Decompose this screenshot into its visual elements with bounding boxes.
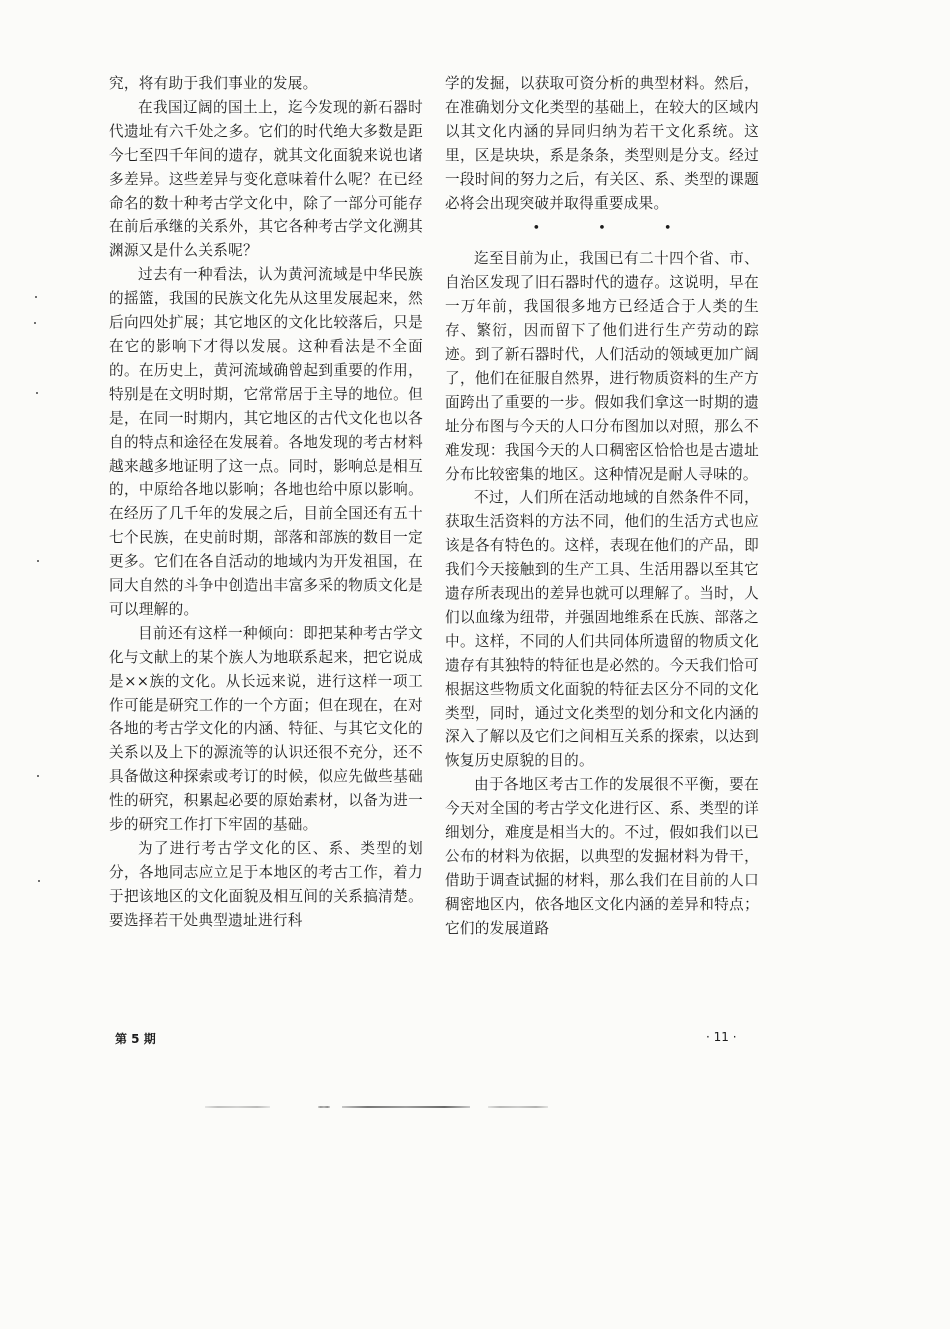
left-column xyxy=(109,72,423,933)
scan-speck xyxy=(37,560,39,562)
scan-speck xyxy=(37,775,39,777)
paragraph: 由于各地区考古工作的发展很不平衡，要在今天对全国的考古学文化进行区、系、类型的详细划分，难度是相当大的。不过，假如我们以已公布的材料为依据，以典型的发掘材料为骨干，借助于调查试掘的材料，那么我们在目前的人口稠密地区内，依各地区文化内涵的差异和特点；它们的发展道路 xyxy=(445,776,759,937)
section-break-dot: • xyxy=(663,221,672,237)
paragraph: 过去有一种看法，认为黄河流域是中华民族的摇篮，我国的民族文化先从这里发展起来，然后向四处扩展；其它地区的文化比较落后，只是在它的影响下才得以发展。这种看法是不全面的。在历史上，黄河流域确曾起到重要的作用，特别是在文明时期，它常常居于主导的地位。但是，在同一时期内，其它地区的古代文化也以各自的特点和途径在发展着。各地发现的考古材料越来越多地证明了这一点。同时，影响总是相互的，中原给各地以影响；各地也给中原以影响。在经历了几千年的发展之后，目前全国还有五十七个民族，在史前时期，部落和部族的数目一定更多。它们在各自活动的地域内为开发祖国，在同大自然的斗争中创造出丰富多采的物质文化是可以理解的。 xyxy=(109,266,423,618)
scan-line xyxy=(205,1106,270,1108)
scan-line xyxy=(342,1106,470,1108)
scan-speck xyxy=(38,880,40,882)
section-break xyxy=(445,217,759,241)
paragraph: 学的发掘，以获取可资分析的典型材料。然后，在准确划分文化类型的基础上，在较大的区域内以其文化内涵的异同归纳为若干文化系统。这里，区是块块，系是条条，类型则是分支。经过一段时间的努力之后，有关区、系、类型的课题必将会出现突破并取得重要成果。 xyxy=(445,75,759,212)
section-break-dot: • xyxy=(598,221,606,237)
paragraph: 不过，人们所在活动地域的自然条件不同，获取生活资料的方法不同，他们的生活方式也应该是各有特色的。这样，表现在他们的产品，即我们今天接触到的生产工具、生活用器以至其它遗存所表现出的差异也就可以理解了。当时，人们以血缘为纽带，并强固地维系在氏族、部落之中。这样，不同的人们共同体所遗留的物质文化遗存有其独特的特征也是必然的。今天我们恰可根据这些物质文化面貌的特征去区分不同的文化类型，同时，通过文化类型的划分和文化内涵的深入了解以及它们之间相互关系的探索，以达到恢复历史原貌的目的。 xyxy=(445,489,759,770)
paragraph: 目前还有这样一种倾向：即把某种考古学文化与文献上的某个族人为地联系起来，把它说成是××族的文化。从长远来说，进行这样一项工作可能是研究工作的一个方面；但在现在，在对各地的考古学文化的内涵、特征、与其它文化的关系以及上下的源流等的认识还很不充分，还不具备做这种探索或考订的时候，似应先做些基础性的研究，积累起必要的原始素材，以备为进一步的研究工作打下牢固的基础。 xyxy=(109,624,423,834)
scan-speck xyxy=(35,296,37,298)
paragraph: 究，将有助于我们事业的发展。 xyxy=(109,75,318,92)
scan-line xyxy=(488,1106,548,1108)
paragraph: 为了进行考古学文化的区、系、类型的划分，各地同志应立足于本地区的考古工作，着力于把该地区的文化面貌及相互间的关系搞清楚。要选择若干处典型遗址进行科 xyxy=(109,840,423,929)
right-column xyxy=(445,72,759,941)
scan-line xyxy=(318,1106,330,1108)
paragraph: 迄至目前为止，我国已有二十四个省、市、自治区发现了旧石器时代的遗存。这说明，早在一万年前，我国很多地方已经适合于人类的生存、繁衍，因而留下了他们进行生产劳动的踪迹。到了新石器时代，人们活动的领域更加广阔了，他们在征服自然界，进行物质资料的生产方面跨出了重要的一步。假如我们拿这一时期的遗址分布图与今天的人口分布图加以对照，那么不难发现：我国今天的人口稠密区恰恰也是古遗址分布比较密集的地区。这种情况是耐人寻味的。 xyxy=(445,250,759,483)
page-number: · 11 · xyxy=(706,1030,737,1044)
issue-label: 第 5 期 xyxy=(115,1032,156,1046)
scan-speck xyxy=(36,392,38,394)
paragraph: 在我国辽阔的国土上，迄今发现的新石器时代遗址有六千处之多。它们的时代绝大多数是距今七至四千年间的遗存，就其文化面貌来说也诸多差异。这些差异与变化意味着什么呢？在已经命名的数十种考古学文化中，除了一部分可能存在前后承继的关系外，其它各种考古学文化溯其渊源又是什么关系呢？ xyxy=(109,98,423,260)
scan-speck xyxy=(34,322,36,324)
section-break-dot: • xyxy=(532,221,541,237)
